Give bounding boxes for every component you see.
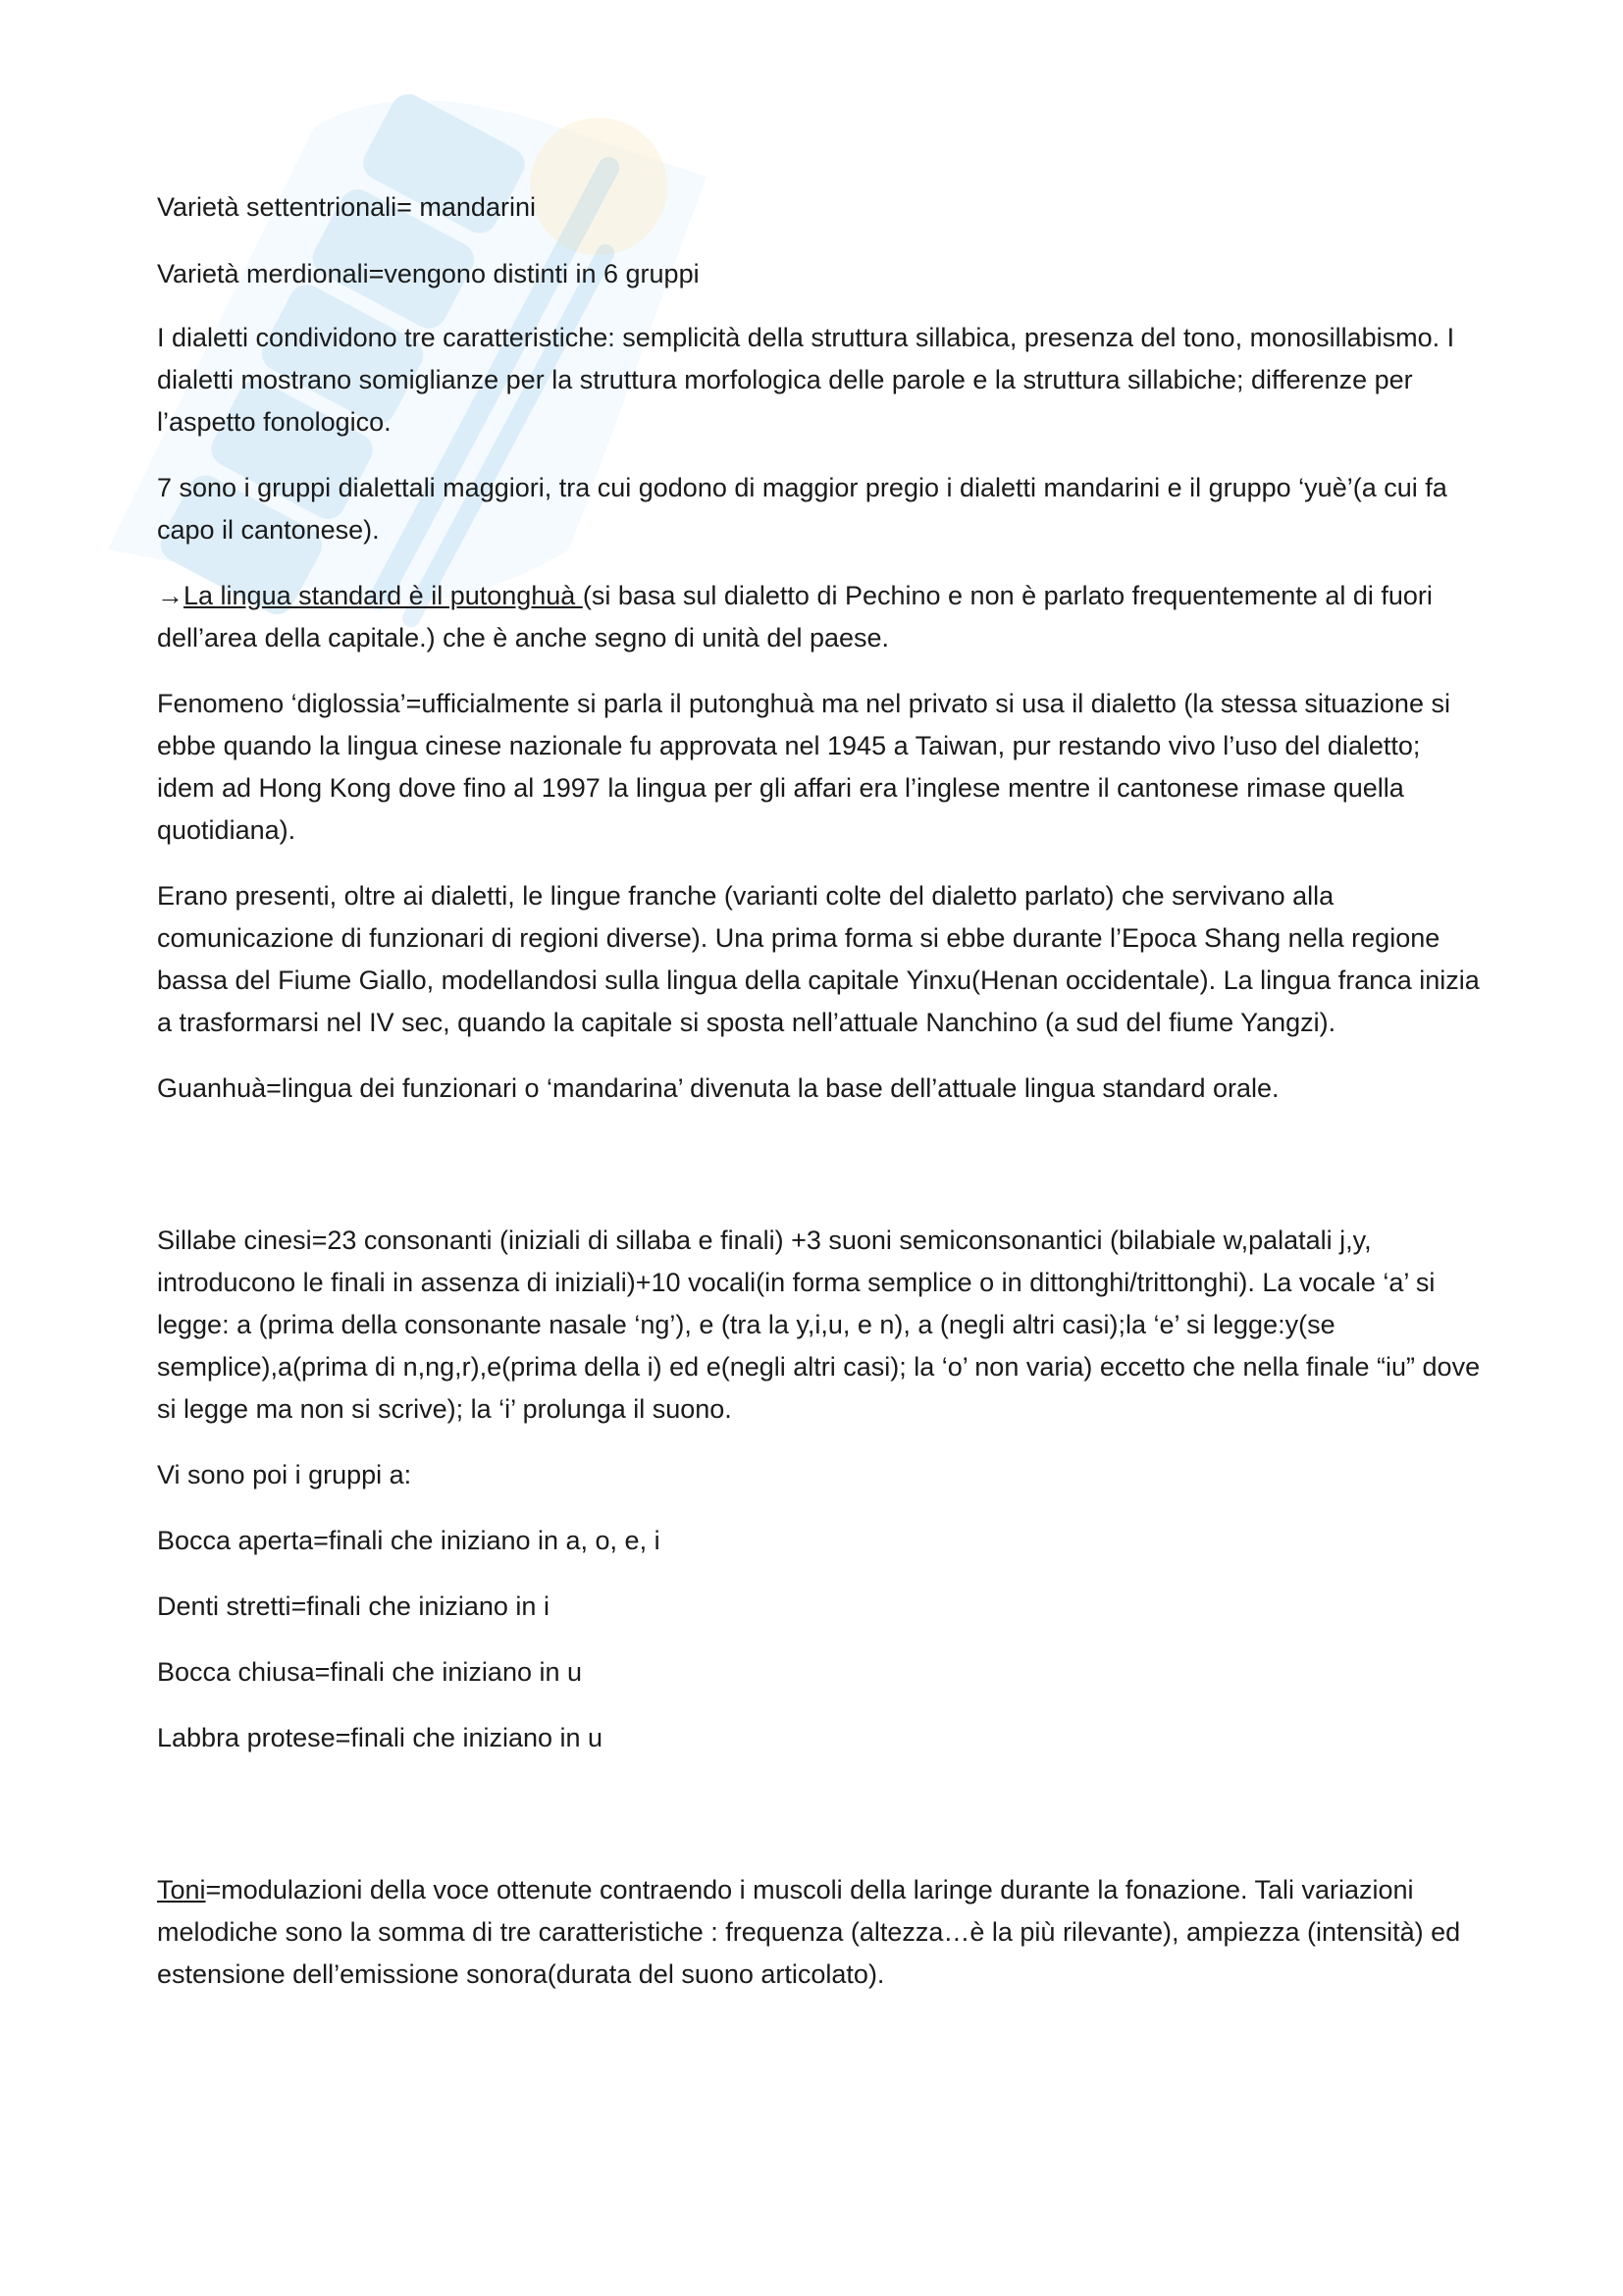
paragraph-varieta-settentrionali: Varietà settentrionali= mandarini — [157, 192, 536, 222]
paragraph-diglossia: Fenomeno ‘diglossia’=ufficialmente si parla il putonghuà ma nel privato si usa il dialetto (la stessa situazione si ebbe quando la lingua cinese nazionale fu approvata nel 1945 a Taiwan, pur restando vivo l’uso del dialetto; idem ad Hong Kong dove fino al 1997 la lingua per gli affari era l’inglese mentre il cantonese rimase quella quotidiana). — [157, 689, 1450, 845]
arrow-icon: → — [157, 581, 183, 610]
toni-underlined: Toni — [157, 1875, 206, 1905]
paragraph-gruppi-dialettali: 7 sono i gruppi dialettali maggiori, tra cui godono di maggior pregio i dialetti mandarini e il gruppo ‘yuè’(a cui fa capo il cantonese). — [157, 473, 1447, 545]
paragraph-denti-stretti: Denti stretti=finali che iniziano in i — [157, 1592, 550, 1621]
paragraph-caratteristiche-dialetti: I dialetti condividono tre caratteristiche: semplicità della struttura sillabica, presenza del tono, monosillabismo. I dialetti mostrano somiglianze per la struttura morfologica delle parole e la struttura sillabiche; differenze per l’aspetto fonologico. — [157, 323, 1455, 437]
paragraph-gruppi-intro: Vi sono poi i gruppi a: — [157, 1460, 412, 1489]
lingua-standard-rest: (si basa sul dialetto di Pechino e non è parlato frequentemente al di fuori dell’area della capitale.) che è anche segno di unità del paese. — [157, 581, 1433, 652]
toni-rest: =modulazioni della voce ottenute contraendo i muscoli della laringe durante la fonazione. Tali variazioni melodiche sono la somma di tre caratteristiche : frequenza (altezza…è la più rilevante), ampiezza (intensità) ed estensione dell’emissione sonora(durata del suono articolato). — [157, 1875, 1461, 1989]
paragraph-lingua-standard — [157, 575, 1482, 659]
paragraph-lingue-franche: Erano presenti, oltre ai dialetti, le lingue franche (varianti colte del dialetto parlato) che servivano alla comunicazione di funzionari di regioni diverse). Una prima forma si ebbe durante l’Epoca Shang nella regione bassa del Fiume Giallo, modellandosi sulla lingua della capitale Yinxu(Henan occidentale). La lingua franca inizia a trasformarsi nel IV sec, quando la capitale si sposta nell’attuale Nanchino (a sud del fiume Yangzi). — [157, 881, 1480, 1037]
paragraph-labbra-protese: Labbra protese=finali che iniziano in u — [157, 1723, 603, 1752]
lingua-standard-underlined: La lingua standard è il putonghuà — [183, 581, 583, 610]
paragraph-varieta-meridionali: Varietà merdionali=vengono distinti in 6 gruppi — [157, 259, 700, 288]
paragraph-guanhua: Guanhuà=lingua dei funzionari o ‘mandarina’ divenuta la base dell’attuale lingua standard orale. — [157, 1073, 1280, 1103]
document-page — [157, 186, 1482, 1996]
paragraph-toni — [157, 1869, 1482, 1996]
paragraph-bocca-chiusa: Bocca chiusa=finali che iniziano in u — [157, 1657, 583, 1687]
paragraph-sillabe-cinesi: Sillabe cinesi=23 consonanti (iniziali di sillaba e finali) +3 suoni semiconsonantici (bilabiale w,palatali j,y, introducono le finali in assenza di iniziali)+10 vocali(in forma semplice o in dittonghi/trittonghi). La vocale ‘a’ si legge: a (prima della consonante nasale ‘ng’), e (tra la y,i,u, e n), a (negli altri casi);la ‘e’ si legge:y(se semplice),a(prima di n,ng,r),e(prima della i) ed e(negli altri casi); la ‘o’ non varia) eccetto che nella finale “iu” dove si legge ma non si scrive); la ‘i’ prolunga il suono. — [157, 1226, 1481, 1424]
paragraph-bocca-aperta: Bocca aperta=finali che iniziano in a, o, e, i — [157, 1526, 660, 1555]
